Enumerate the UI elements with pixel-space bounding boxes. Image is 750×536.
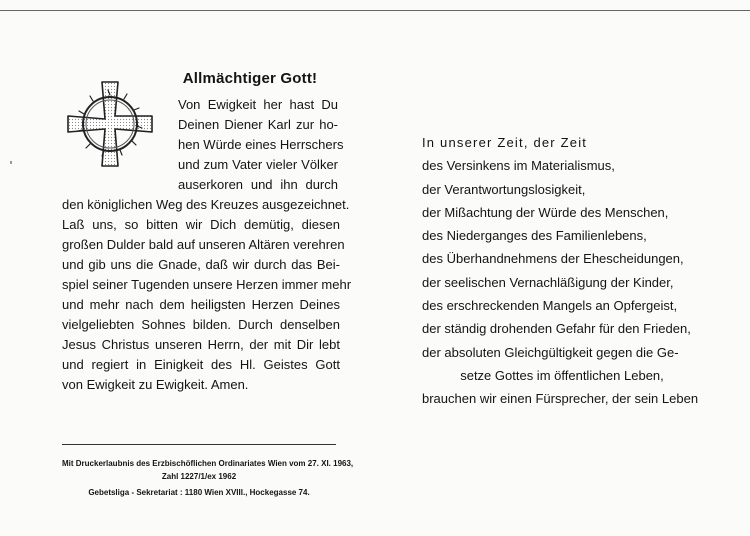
text-line: vielgeliebten Sohnes bilden. Durch denselben [62,317,340,332]
fold-mark [10,161,12,164]
text-line: In unserer Zeit, der Zeit [422,135,588,150]
text-line: des Niederganges des Familienlebens, [422,228,647,244]
text-line: setze Gottes im öffentlichen Leben, [460,367,664,383]
text-line: spiel seiner Tugenden unsere Herzen immer mehr [62,277,352,292]
top-edge-rule [0,10,750,11]
thorn-cross-icon [62,76,158,172]
prayer-text-body [62,195,352,395]
right-page-text [422,131,702,411]
text-line: der Mißachtung der Würde des Menschen, [422,204,669,220]
text-line: Laß uns, so bitten wir Dich demütig, diesen [62,217,340,232]
text-line: und regiert in Einigkeit des Hl. Geistes Gott [62,357,340,372]
text-line: des Überhandnehmens der Ehescheidungen, [422,251,684,267]
text-line: und gib uns die Gnade, daß wir durch das Bei- [62,257,340,272]
text-line: und zum Vater vieler Völker [178,157,338,172]
text-line: der Verantwortungslosigkeit, [422,181,586,197]
text-line: und mehr nach dem heiligsten Herzen Deines [62,297,340,312]
text-line: von Ewigkeit zu Ewigkeit. Amen. [62,377,249,392]
imprimatur-line: Zahl 1227/1/ex 1962 [161,472,237,481]
imprimatur-note [62,457,354,483]
text-line: Deinen Diener Karl zur ho- [178,117,338,132]
text-line: Von Ewigkeit her hast Du [178,97,338,112]
text-line: brauchen wir einen Fürsprecher, der sein Leben [422,391,699,407]
text-line: der absoluten Gleichgültigkeit gegen die Ge- [422,344,679,360]
text-line: des Versinkens im Materialismus, [422,158,615,174]
text-line: hen Würde eines Herrschers [178,137,344,152]
imprimatur-line: Mit Druckerlaubnis des Erzbischöflichen Ordinariates Wien vom 27. XI. 1963, [62,459,354,468]
secretariat-address: Gebetsliga - Sekretariat : 1180 Wien XVIII., Hockegasse 74. [88,488,310,497]
prayer-text-indented [178,95,344,195]
text-line: den königlichen Weg des Kreuzes ausgezeichnet. [62,197,350,212]
text-line: großen Dulder bald auf unseren Altären verehren [62,237,345,252]
text-line: auserkoren und ihn durch [178,177,338,192]
text-line: Jesus Christus unseren Herrn, der mit Dir lebt [62,337,340,352]
prayer-title: Allmächtiger Gott! [182,70,318,87]
text-line: der ständig drohenden Gefahr für den Frieden, [422,321,691,337]
text-line: des erschreckenden Mangels an Opfergeist, [422,298,678,314]
footer-divider [62,444,336,445]
text-line: der seelischen Vernachläßigung der Kinder, [422,274,674,290]
